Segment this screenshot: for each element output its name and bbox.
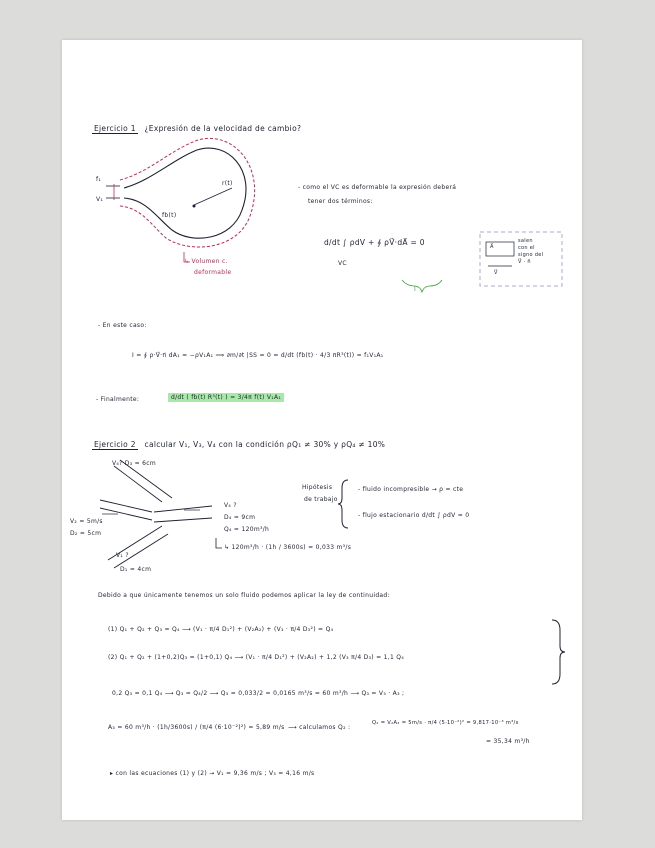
d1-label: D₁ = 4cm bbox=[120, 566, 152, 573]
box-vector-v: V⃗ bbox=[494, 270, 498, 276]
v2-label: V₂ = 5m/s bbox=[70, 518, 103, 525]
page-drawings bbox=[62, 40, 582, 820]
unit-conversion: ↳ 120m³/h · (1h / 3600s) = 0,033 m³/s bbox=[224, 544, 352, 551]
document-page bbox=[62, 40, 582, 820]
v4-label: V₄ ? bbox=[224, 502, 237, 509]
q4-label: V₄? D₃ = 6cm bbox=[112, 460, 157, 467]
ex2-heading: Ejercicio 2 calcular V₁, V₃, V₄ con la condición ρQ₁ ≠ 30% y ρQ₄ ≠ 10% bbox=[94, 440, 386, 449]
equation-4d: = 35,34 m³/h bbox=[486, 738, 530, 745]
equation-3: 0,2 Q₃ = 0,1 Q₄ ⟶ Q₃ = Q₄/2 ⟶ Q₃ = 0,033/2 = 0,0165 m³/s = 60 m³/h ⟶ Q₃ = V₃ · A₃ ; bbox=[112, 690, 405, 697]
v1-label: V₁ ? bbox=[116, 552, 129, 559]
final-label: - Finalmente: bbox=[96, 396, 140, 403]
equation-1: (1) Q₁ + Q₂ + Q₃ = Q₄ ⟶ (V₁ · π/4 D₁²) + (V₂A₂) + (V₃ · π/4 D₃²) = Q₄ bbox=[108, 626, 334, 633]
vc-subscript: VC bbox=[338, 260, 347, 267]
control-volume-outline bbox=[124, 148, 246, 238]
note-line-2: tener dos términos: bbox=[308, 198, 373, 205]
continuity-intro: Debido a que únicamente tenemos un solo fluido podemos aplicar la ley de continuidad: bbox=[98, 592, 390, 599]
conservation-eq: d/dt ∫ ρdV + ∮ ρV⃗·dA⃗ = 0 bbox=[324, 238, 425, 247]
fig-f-label: f₁ bbox=[96, 176, 102, 183]
equation-2: (2) Q₁ + Q₂ + (1+0,2)Q₃ = (1+0,1) Q₄ ⟶ (V₁ · π/4 D₁²) + (V₂A₂) + 1,2 (V₃ π/4 D₃) = 1,1 Q₄ bbox=[108, 654, 405, 661]
d2-label: D₂ = 5cm bbox=[70, 530, 102, 537]
q4-value: Q₄ = 120m³/h bbox=[224, 526, 270, 533]
vc-label-1: ↳ Volumen c. bbox=[184, 258, 228, 265]
equation-4a: A₃ = 60 m³/h · (1h/3600s) / (π/4 (6·10⁻²)²) = 5,89 m/s bbox=[108, 724, 285, 731]
flux-equation: I = ∮ ρ·V⃗·n⃗ dA₁ = −ρV₁A₁ ⟹ ∂m/∂t |SS = 0 = d/dt (fb(t) · 4/3 πR³(t)) = f₁V₁A₁ bbox=[132, 352, 384, 359]
hypothesis-a: - fluido incompresible → ρ = cte bbox=[358, 486, 464, 493]
note-line-1: - como el VC es deformable la expresión deberá bbox=[298, 184, 457, 191]
hypothesis-label-1: Hipótesis bbox=[302, 484, 333, 491]
fig-r-label: r(t) bbox=[222, 180, 233, 187]
box-vector-a: A⃗ bbox=[490, 244, 494, 250]
center-dot bbox=[193, 205, 196, 208]
fig-fb-label: fb(t) bbox=[162, 212, 177, 219]
equation-4c: Q₂ = V₂A₂ = 5m/s · π/4 (5·10⁻²)² = 9,817·10⁻³ m³/s bbox=[372, 720, 519, 726]
d4-label: D₄ = 9cm bbox=[224, 514, 256, 521]
radius-line bbox=[194, 188, 232, 205]
ex1-heading: Ejercicio 1 ¿Expresión de la velocidad de cambio? bbox=[94, 124, 302, 133]
fig-v-label: V₁ bbox=[96, 196, 104, 203]
hypothesis-b: - flujo estacionario d/dt ∫ ρdV = 0 bbox=[358, 512, 470, 519]
final-result: ▸ con las ecuaciones (1) y (2) → V₁ = 9,36 m/s ; V₃ = 4,16 m/s bbox=[110, 770, 315, 777]
equation-4b: ⟶ calculamos Q₂ : bbox=[288, 724, 351, 731]
en-este-caso: - En este caso: bbox=[98, 322, 147, 329]
sign-box-text: salen con el signo del V⃗ · n⃗ bbox=[518, 238, 544, 265]
term-i-label: I bbox=[414, 286, 417, 293]
hypothesis-label-2: de trabajo bbox=[304, 496, 338, 503]
vc-label-2: deformable bbox=[194, 269, 232, 276]
final-equation: d/dt ( fb(t) R³(t) ) = 3/4π f(t) V₁A₁ bbox=[168, 393, 284, 402]
